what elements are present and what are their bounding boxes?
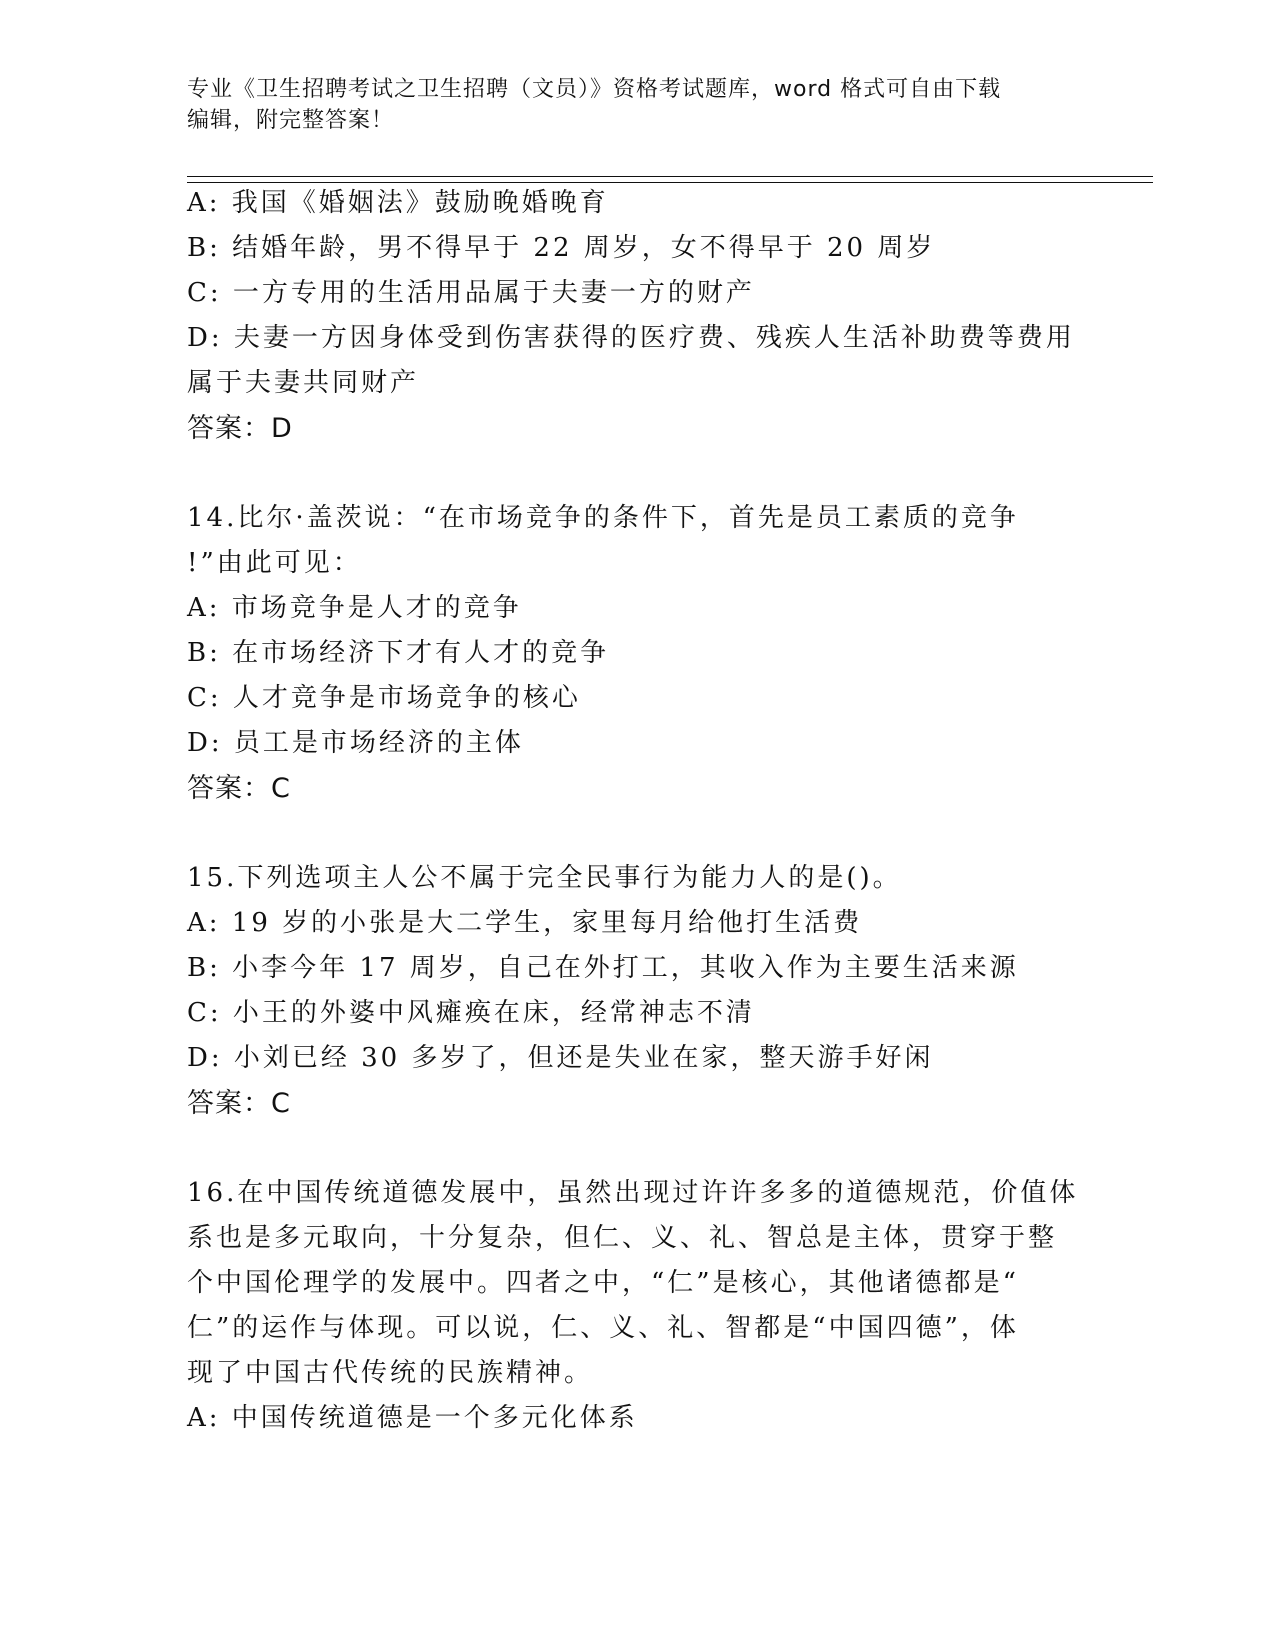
question-13	[187, 181, 1087, 451]
option-d: D: 夫妻一方因身体受到伤害获得的医疗费、残疾人生活补助费等费用	[187, 323, 1075, 353]
option-c: C: 一方专用的生活用品属于夫妻一方的财产	[187, 278, 755, 308]
answer: 答案：C	[187, 773, 291, 804]
question-stem: 15.下列选项主人公不属于完全民事行为能力人的是()。	[187, 863, 902, 893]
question-stem-continued: 现了中国古代传统的民族精神。	[187, 1358, 594, 1388]
option-d: D: 员工是市场经济的主体	[187, 728, 524, 758]
option-d-continued: 属于夫妻共同财产	[187, 368, 420, 398]
question-stem-continued: !”由此可见：	[187, 548, 362, 578]
option-b: B: 小李今年 17 周岁，自己在外打工，其收入作为主要生活来源	[187, 953, 1019, 983]
option-b: B: 在市场经济下才有人才的竞争	[187, 638, 610, 668]
question-stem-continued: 个中国伦理学的发展中。四者之中，“仁”是核心，其他诸德都是“	[187, 1268, 1019, 1298]
question-14	[187, 496, 1087, 811]
option-a: A: 市场竞争是人才的竞争	[187, 593, 522, 623]
answer: 答案：D	[187, 413, 293, 444]
option-d: D: 小刘已经 30 多岁了，但还是失业在家，整天游手好闲	[187, 1043, 934, 1073]
header-line-1: 专业《卫生招聘考试之卫生招聘（文员）》资格考试题库，word 格式可自由下载	[187, 77, 1002, 102]
document-header	[187, 74, 1087, 136]
question-stem: 14.比尔·盖茨说：“在市场竞争的条件下，首先是员工素质的竞争	[187, 503, 1019, 533]
question-stem-continued: 仁”的运作与体现。可以说，仁、义、礼、智都是“中国四德”，体	[187, 1313, 1019, 1343]
question-16	[187, 1171, 1087, 1441]
question-stem: 16.在中国传统道德发展中，虽然出现过许许多多的道德规范，价值体	[187, 1178, 1079, 1208]
option-a: A: 19 岁的小张是大二学生，家里每月给他打生活费	[187, 908, 863, 938]
option-c: C: 小王的外婆中风瘫痪在床，经常神志不清	[187, 998, 755, 1028]
question-15	[187, 856, 1087, 1126]
header-line-2: 编辑，附完整答案！	[187, 108, 395, 133]
question-list	[187, 181, 1087, 1441]
spacer	[187, 1126, 1087, 1171]
question-stem-continued: 系也是多元取向，十分复杂，但仁、义、礼、智总是主体，贯穿于整	[187, 1223, 1058, 1253]
spacer	[187, 811, 1087, 856]
option-a: A: 我国《婚姻法》鼓励晚婚晚育	[187, 188, 609, 218]
header-divider-top	[187, 176, 1153, 177]
option-a: A: 中国传统道德是一个多元化体系	[187, 1403, 638, 1433]
answer: 答案：C	[187, 1088, 291, 1119]
option-c: C: 人才竞争是市场竞争的核心	[187, 683, 581, 713]
spacer	[187, 451, 1087, 496]
option-b: B: 结婚年龄，男不得早于 22 周岁，女不得早于 20 周岁	[187, 233, 936, 263]
